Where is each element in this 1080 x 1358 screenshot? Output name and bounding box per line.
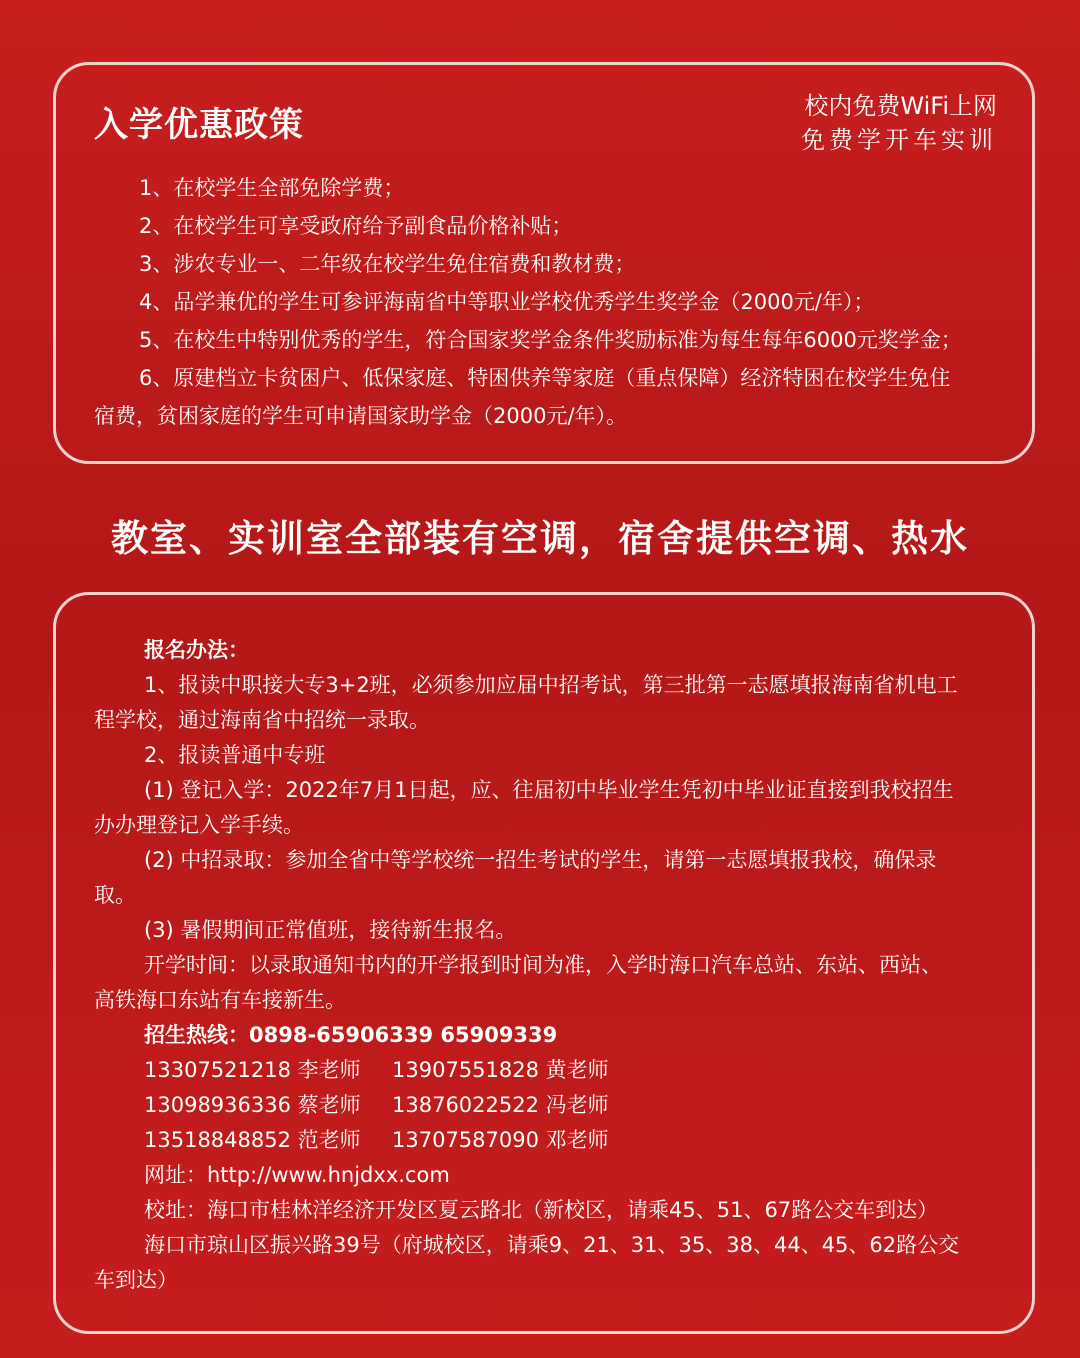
- enrollment-panel: [53, 592, 1035, 1334]
- policy-item: 5、在校生中特别优秀的学生，符合国家奖学金条件奖励标准为每生每年6000元奖学金；: [139, 328, 962, 352]
- feature-wifi: 校内免费WiFi上网: [804, 92, 997, 120]
- policy-item: 2、在校学生可享受政府给予副食品价格补贴；: [139, 214, 573, 238]
- policy-title: 入学优惠政策: [94, 105, 304, 145]
- policy-item: 6、原建档立卡贫困户、低保家庭、特困供养等家庭（重点保障）经济特困在校学生免住: [139, 366, 951, 390]
- enrollment-line: 程学校，通过海南省中招统一录取。: [94, 708, 430, 732]
- enrollment-line: 取。: [94, 883, 136, 907]
- contact: 13098936336 蔡老师: [144, 1093, 361, 1117]
- contact: 13518848852 范老师: [144, 1128, 361, 1152]
- facilities-banner: 教室、实训室全部装有空调，宿舍提供空调、热水: [111, 517, 969, 560]
- enrollment-body: [94, 633, 1006, 1298]
- address-fucheng-campus: 海口市琼山区振兴路39号（府城校区，请乘9、21、31、35、38、44、45、62路公交: [144, 1233, 960, 1257]
- contact-row: [94, 1088, 1006, 1123]
- enrollment-line: (3) 暑假期间正常值班，接待新生报名。: [144, 918, 517, 942]
- features-note: [801, 89, 997, 157]
- hotline: 招生热线：0898-65906339 65909339: [144, 1023, 558, 1047]
- policy-panel: [53, 62, 1035, 464]
- contact: 13907551828 黄老师: [392, 1058, 609, 1082]
- contact-row: [94, 1123, 1006, 1158]
- policy-item-continued: 宿费，贫困家庭的学生可申请国家助学金（2000元/年）。: [94, 404, 628, 428]
- contact: 13307521218 李老师: [144, 1058, 361, 1082]
- enrollment-line: (1) 登记入学：2022年7月1日起，应、往届初中毕业学生凭初中毕业证直接到我校招生: [144, 778, 954, 802]
- enrollment-line: 办办理登记入学手续。: [94, 813, 304, 837]
- address-fucheng-continued: 车到达）: [94, 1268, 178, 1292]
- enrollment-line: 开学时间：以录取通知书内的开学报到时间为准，入学时海口汽车总站、东站、西站、: [144, 953, 942, 977]
- feature-driving: 免费学开车实训: [801, 126, 997, 154]
- address-new-campus: 校址：海口市桂林洋经济开发区夏云路北（新校区，请乘45、51、67路公交车到达）: [144, 1198, 939, 1222]
- enrollment-heading: 报名办法：: [144, 638, 249, 662]
- enrollment-line: 高铁海口东站有车接新生。: [94, 988, 346, 1012]
- website: 网址：http://www.hnjdxx.com: [144, 1163, 450, 1187]
- contact: 13707587090 邓老师: [392, 1128, 609, 1152]
- contact-row: [94, 1053, 1006, 1088]
- policy-item: 1、在校学生全部免除学费；: [139, 176, 405, 200]
- enrollment-line: 1、报读中职接大专3+2班，必须参加应届中招考试，第三批第一志愿填报海南省机电工: [144, 673, 958, 697]
- enrollment-line: (2) 中招录取：参加全省中等学校统一招生考试的学生，请第一志愿填报我校，确保录: [144, 848, 937, 872]
- enrollment-line: 2、报读普通中专班: [144, 743, 326, 767]
- policy-list: [94, 169, 1006, 435]
- contact: 13876022522 冯老师: [392, 1093, 609, 1117]
- policy-item: 3、涉农专业一、二年级在校学生免住宿费和教材费；: [139, 252, 636, 276]
- policy-item: 4、品学兼优的学生可参评海南省中等职业学校优秀学生奖学金（2000元/年）；: [139, 290, 875, 314]
